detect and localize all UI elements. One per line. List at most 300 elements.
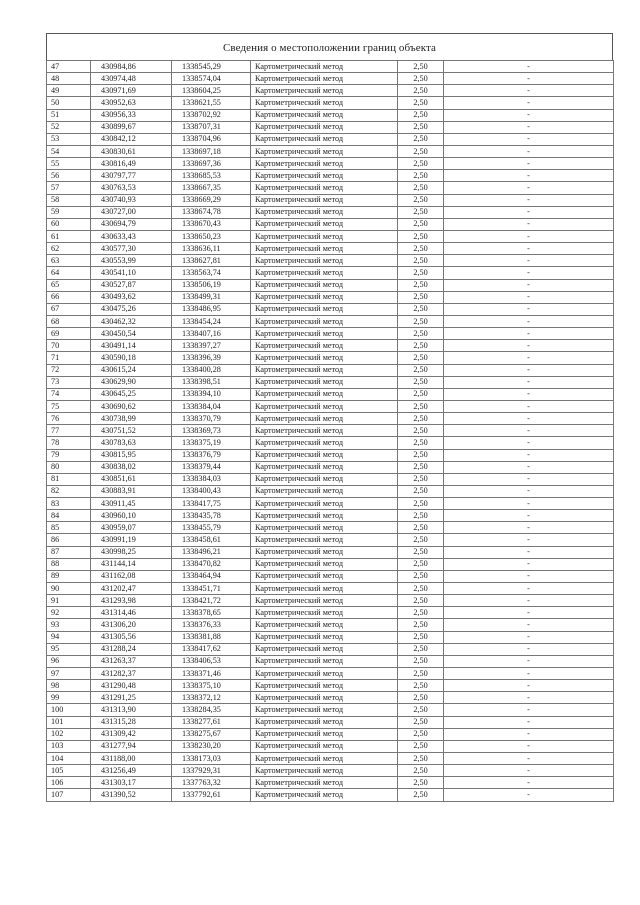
note-cell: - (444, 619, 614, 631)
point-number-cell: 99 (47, 692, 91, 704)
precision-cell: 2,50 (398, 340, 444, 352)
note-cell: - (444, 583, 614, 595)
precision-cell: 2,50 (398, 546, 444, 558)
point-number-cell: 84 (47, 510, 91, 522)
coord-x-cell: 431256,49 (91, 765, 172, 777)
method-cell: Картометрический метод (251, 510, 398, 522)
point-number-cell: 85 (47, 522, 91, 534)
note-cell: - (444, 303, 614, 315)
precision-cell: 2,50 (398, 364, 444, 376)
precision-cell: 2,50 (398, 328, 444, 340)
point-number-cell: 72 (47, 364, 91, 376)
method-cell: Картометрический метод (251, 364, 398, 376)
coord-x-cell: 431263,37 (91, 655, 172, 667)
precision-cell: 2,50 (398, 73, 444, 85)
coord-x-cell: 430830,61 (91, 145, 172, 157)
precision-cell: 2,50 (398, 668, 444, 680)
method-cell: Картометрический метод (251, 133, 398, 145)
note-cell: - (444, 206, 614, 218)
coord-x-cell: 431202,47 (91, 583, 172, 595)
point-number-cell: 74 (47, 388, 91, 400)
table-row (47, 534, 614, 546)
coord-x-cell: 430960,10 (91, 510, 172, 522)
note-cell: - (444, 449, 614, 461)
coord-y-cell: 1338396,39 (172, 352, 251, 364)
precision-cell: 2,50 (398, 716, 444, 728)
table-row (47, 218, 614, 230)
table-row (47, 692, 614, 704)
coord-x-cell: 431293,98 (91, 595, 172, 607)
precision-cell: 2,50 (398, 194, 444, 206)
method-cell: Картометрический метод (251, 230, 398, 242)
method-cell: Картометрический метод (251, 498, 398, 510)
precision-cell: 2,50 (398, 558, 444, 570)
precision-cell: 2,50 (398, 607, 444, 619)
precision-cell: 2,50 (398, 267, 444, 279)
coord-y-cell: 1338685,53 (172, 170, 251, 182)
method-cell: Картометрический метод (251, 267, 398, 279)
coord-x-cell: 430462,32 (91, 315, 172, 327)
coord-y-cell: 1338670,43 (172, 218, 251, 230)
coord-x-cell: 430633,43 (91, 230, 172, 242)
precision-cell: 2,50 (398, 413, 444, 425)
precision-cell: 2,50 (398, 230, 444, 242)
coord-y-cell: 1338230,20 (172, 740, 251, 752)
point-number-cell: 102 (47, 728, 91, 740)
point-number-cell: 90 (47, 583, 91, 595)
method-cell: Картометрический метод (251, 218, 398, 230)
note-cell: - (444, 194, 614, 206)
table-row (47, 243, 614, 255)
coord-x-cell: 430842,12 (91, 133, 172, 145)
precision-cell: 2,50 (398, 485, 444, 497)
coord-y-cell: 1338381,88 (172, 631, 251, 643)
note-cell: - (444, 121, 614, 133)
coord-y-cell: 1338545,29 (172, 61, 251, 73)
method-cell: Картометрический метод (251, 522, 398, 534)
precision-cell: 2,50 (398, 631, 444, 643)
coord-x-cell: 430998,25 (91, 546, 172, 558)
coord-x-cell: 430763,53 (91, 182, 172, 194)
table-row (47, 631, 614, 643)
precision-cell: 2,50 (398, 498, 444, 510)
note-cell: - (444, 315, 614, 327)
precision-cell: 2,50 (398, 473, 444, 485)
note-cell: - (444, 692, 614, 704)
precision-cell: 2,50 (398, 753, 444, 765)
table-row (47, 267, 614, 279)
coord-y-cell: 1338697,36 (172, 158, 251, 170)
coord-y-cell: 1338384,04 (172, 400, 251, 412)
note-cell: - (444, 97, 614, 109)
method-cell: Картометрический метод (251, 607, 398, 619)
table-row (47, 570, 614, 582)
coord-y-cell: 1338384,03 (172, 473, 251, 485)
coord-x-cell: 431291,25 (91, 692, 172, 704)
point-number-cell: 92 (47, 607, 91, 619)
note-cell: - (444, 607, 614, 619)
precision-cell: 2,50 (398, 692, 444, 704)
coord-x-cell: 431162,08 (91, 570, 172, 582)
point-number-cell: 64 (47, 267, 91, 279)
coord-y-cell: 1337929,31 (172, 765, 251, 777)
coord-x-cell: 430984,86 (91, 61, 172, 73)
method-cell: Картометрический метод (251, 425, 398, 437)
method-cell: Картометрический метод (251, 595, 398, 607)
coord-x-cell: 430527,87 (91, 279, 172, 291)
note-cell: - (444, 716, 614, 728)
coord-x-cell: 430694,79 (91, 218, 172, 230)
method-cell: Картометрический метод (251, 643, 398, 655)
coord-x-cell: 430590,18 (91, 352, 172, 364)
method-cell: Картометрический метод (251, 692, 398, 704)
method-cell: Картометрический метод (251, 789, 398, 801)
precision-cell: 2,50 (398, 206, 444, 218)
table-row (47, 376, 614, 388)
coord-y-cell: 1338621,55 (172, 97, 251, 109)
precision-cell: 2,50 (398, 255, 444, 267)
coord-y-cell: 1338376,79 (172, 449, 251, 461)
note-cell: - (444, 400, 614, 412)
coord-x-cell: 430475,26 (91, 303, 172, 315)
table-row (47, 777, 614, 789)
coord-y-cell: 1338454,24 (172, 315, 251, 327)
point-number-cell: 53 (47, 133, 91, 145)
coord-y-cell: 1338669,29 (172, 194, 251, 206)
method-cell: Картометрический метод (251, 668, 398, 680)
point-number-cell: 106 (47, 777, 91, 789)
precision-cell: 2,50 (398, 315, 444, 327)
coord-y-cell: 1337763,32 (172, 777, 251, 789)
method-cell: Картометрический метод (251, 206, 398, 218)
note-cell: - (444, 765, 614, 777)
coord-y-cell: 1338499,31 (172, 291, 251, 303)
table-row (47, 546, 614, 558)
precision-cell: 2,50 (398, 61, 444, 73)
precision-cell: 2,50 (398, 133, 444, 145)
note-cell: - (444, 425, 614, 437)
method-cell: Картометрический метод (251, 583, 398, 595)
method-cell: Картометрический метод (251, 109, 398, 121)
precision-cell: 2,50 (398, 619, 444, 631)
method-cell: Картометрический метод (251, 243, 398, 255)
coord-x-cell: 430727,00 (91, 206, 172, 218)
precision-cell: 2,50 (398, 97, 444, 109)
point-number-cell: 76 (47, 413, 91, 425)
table-row (47, 510, 614, 522)
precision-cell: 2,50 (398, 243, 444, 255)
method-cell: Картометрический метод (251, 182, 398, 194)
point-number-cell: 62 (47, 243, 91, 255)
coord-y-cell: 1338667,35 (172, 182, 251, 194)
precision-cell: 2,50 (398, 777, 444, 789)
precision-cell: 2,50 (398, 570, 444, 582)
precision-cell: 2,50 (398, 425, 444, 437)
note-cell: - (444, 267, 614, 279)
coord-x-cell: 430690,62 (91, 400, 172, 412)
note-cell: - (444, 218, 614, 230)
coord-y-cell: 1338455,79 (172, 522, 251, 534)
precision-cell: 2,50 (398, 461, 444, 473)
precision-cell: 2,50 (398, 218, 444, 230)
precision-cell: 2,50 (398, 449, 444, 461)
table-row (47, 449, 614, 461)
coord-y-cell: 1338496,21 (172, 546, 251, 558)
point-number-cell: 79 (47, 449, 91, 461)
coord-y-cell: 1338407,16 (172, 328, 251, 340)
precision-cell: 2,50 (398, 376, 444, 388)
point-number-cell: 77 (47, 425, 91, 437)
point-number-cell: 70 (47, 340, 91, 352)
coord-y-cell: 1338370,79 (172, 413, 251, 425)
table-row (47, 740, 614, 752)
method-cell: Картометрический метод (251, 558, 398, 570)
precision-cell: 2,50 (398, 170, 444, 182)
coord-x-cell: 430740,93 (91, 194, 172, 206)
coord-y-cell: 1338376,33 (172, 619, 251, 631)
coord-x-cell: 430450,54 (91, 328, 172, 340)
point-number-cell: 98 (47, 680, 91, 692)
point-number-cell: 51 (47, 109, 91, 121)
table-row (47, 352, 614, 364)
coordinates-table-body (47, 61, 614, 802)
table-row (47, 558, 614, 570)
note-cell: - (444, 728, 614, 740)
table-row (47, 473, 614, 485)
coord-y-cell: 1338604,25 (172, 85, 251, 97)
coord-y-cell: 1338173,03 (172, 753, 251, 765)
table-row (47, 607, 614, 619)
table-row (47, 388, 614, 400)
note-cell: - (444, 255, 614, 267)
precision-cell: 2,50 (398, 303, 444, 315)
method-cell: Картометрический метод (251, 631, 398, 643)
point-number-cell: 82 (47, 485, 91, 497)
point-number-cell: 58 (47, 194, 91, 206)
table-row (47, 680, 614, 692)
coord-y-cell: 1338375,10 (172, 680, 251, 692)
precision-cell: 2,50 (398, 765, 444, 777)
coord-y-cell: 1338486,95 (172, 303, 251, 315)
point-number-cell: 73 (47, 376, 91, 388)
method-cell: Картометрический метод (251, 85, 398, 97)
note-cell: - (444, 413, 614, 425)
coord-x-cell: 430816,49 (91, 158, 172, 170)
method-cell: Картометрический метод (251, 534, 398, 546)
table-row (47, 400, 614, 412)
point-number-cell: 88 (47, 558, 91, 570)
method-cell: Картометрический метод (251, 376, 398, 388)
coord-y-cell: 1338627,81 (172, 255, 251, 267)
precision-cell: 2,50 (398, 728, 444, 740)
note-cell: - (444, 145, 614, 157)
table-row (47, 158, 614, 170)
method-cell: Картометрический метод (251, 73, 398, 85)
precision-cell: 2,50 (398, 182, 444, 194)
coord-x-cell: 430899,67 (91, 121, 172, 133)
table-row (47, 425, 614, 437)
table-row (47, 364, 614, 376)
table-row (47, 619, 614, 631)
note-cell: - (444, 158, 614, 170)
table-row (47, 291, 614, 303)
coord-x-cell: 431390,52 (91, 789, 172, 801)
table-row (47, 85, 614, 97)
table-row (47, 583, 614, 595)
coord-y-cell: 1338421,72 (172, 595, 251, 607)
coord-y-cell: 1338379,44 (172, 461, 251, 473)
point-number-cell: 94 (47, 631, 91, 643)
coord-x-cell: 431188,00 (91, 753, 172, 765)
point-number-cell: 57 (47, 182, 91, 194)
table-row (47, 61, 614, 73)
table-row (47, 145, 614, 157)
coord-x-cell: 430952,63 (91, 97, 172, 109)
table-row (47, 328, 614, 340)
point-number-cell: 54 (47, 145, 91, 157)
point-number-cell: 52 (47, 121, 91, 133)
precision-cell: 2,50 (398, 583, 444, 595)
table-row (47, 109, 614, 121)
note-cell: - (444, 753, 614, 765)
coord-y-cell: 1338674,78 (172, 206, 251, 218)
coord-y-cell: 1338563,74 (172, 267, 251, 279)
point-number-cell: 50 (47, 97, 91, 109)
coord-y-cell: 1338375,19 (172, 437, 251, 449)
coord-y-cell: 1338378,65 (172, 607, 251, 619)
table-row (47, 303, 614, 315)
coord-x-cell: 430911,45 (91, 498, 172, 510)
note-cell: - (444, 510, 614, 522)
note-cell: - (444, 437, 614, 449)
table-row (47, 728, 614, 740)
coord-x-cell: 430883,91 (91, 485, 172, 497)
precision-cell: 2,50 (398, 437, 444, 449)
coord-y-cell: 1338435,78 (172, 510, 251, 522)
coord-x-cell: 431303,17 (91, 777, 172, 789)
table-row (47, 133, 614, 145)
point-number-cell: 95 (47, 643, 91, 655)
method-cell: Картометрический метод (251, 473, 398, 485)
method-cell: Картометрический метод (251, 61, 398, 73)
method-cell: Картометрический метод (251, 655, 398, 667)
table-row (47, 315, 614, 327)
coord-y-cell: 1338506,19 (172, 279, 251, 291)
point-number-cell: 78 (47, 437, 91, 449)
table-row (47, 97, 614, 109)
method-cell: Картометрический метод (251, 740, 398, 752)
precision-cell: 2,50 (398, 643, 444, 655)
point-number-cell: 104 (47, 753, 91, 765)
table-row (47, 716, 614, 728)
point-number-cell: 89 (47, 570, 91, 582)
note-cell: - (444, 643, 614, 655)
note-cell: - (444, 498, 614, 510)
point-number-cell: 105 (47, 765, 91, 777)
table-row (47, 789, 614, 801)
note-cell: - (444, 485, 614, 497)
point-number-cell: 67 (47, 303, 91, 315)
point-number-cell: 56 (47, 170, 91, 182)
coord-x-cell: 430815,95 (91, 449, 172, 461)
coord-x-cell: 430629,90 (91, 376, 172, 388)
method-cell: Картометрический метод (251, 485, 398, 497)
precision-cell: 2,50 (398, 510, 444, 522)
coord-x-cell: 430577,30 (91, 243, 172, 255)
point-number-cell: 83 (47, 498, 91, 510)
coord-y-cell: 1338400,43 (172, 485, 251, 497)
precision-cell: 2,50 (398, 145, 444, 157)
method-cell: Картометрический метод (251, 765, 398, 777)
method-cell: Картометрический метод (251, 728, 398, 740)
method-cell: Картометрический метод (251, 279, 398, 291)
point-number-cell: 48 (47, 73, 91, 85)
coord-x-cell: 430645,25 (91, 388, 172, 400)
coord-y-cell: 1338398,51 (172, 376, 251, 388)
coord-y-cell: 1338707,31 (172, 121, 251, 133)
point-number-cell: 103 (47, 740, 91, 752)
coord-x-cell: 430851,61 (91, 473, 172, 485)
precision-cell: 2,50 (398, 522, 444, 534)
coord-x-cell: 431144,14 (91, 558, 172, 570)
point-number-cell: 66 (47, 291, 91, 303)
method-cell: Картометрический метод (251, 97, 398, 109)
method-cell: Картометрический метод (251, 145, 398, 157)
note-cell: - (444, 230, 614, 242)
table-row (47, 413, 614, 425)
coord-y-cell: 1338394,10 (172, 388, 251, 400)
table-title-text: Сведения о местоположении границ объекта (222, 41, 437, 54)
method-cell: Картометрический метод (251, 437, 398, 449)
note-cell: - (444, 340, 614, 352)
coord-x-cell: 431306,20 (91, 619, 172, 631)
note-cell: - (444, 182, 614, 194)
point-number-cell: 47 (47, 61, 91, 73)
coord-x-cell: 430959,07 (91, 522, 172, 534)
note-cell: - (444, 170, 614, 182)
note-cell: - (444, 133, 614, 145)
method-cell: Картометрический метод (251, 340, 398, 352)
coord-y-cell: 1338417,62 (172, 643, 251, 655)
method-cell: Картометрический метод (251, 413, 398, 425)
coord-y-cell: 1338636,11 (172, 243, 251, 255)
point-number-cell: 75 (47, 400, 91, 412)
coord-x-cell: 430971,69 (91, 85, 172, 97)
note-cell: - (444, 364, 614, 376)
coord-x-cell: 430838,02 (91, 461, 172, 473)
point-number-cell: 60 (47, 218, 91, 230)
table-row (47, 498, 614, 510)
table-row (47, 194, 614, 206)
precision-cell: 2,50 (398, 291, 444, 303)
table-row (47, 73, 614, 85)
note-cell: - (444, 546, 614, 558)
coord-x-cell: 431315,28 (91, 716, 172, 728)
point-number-cell: 101 (47, 716, 91, 728)
note-cell: - (444, 461, 614, 473)
coord-y-cell: 1338650,23 (172, 230, 251, 242)
note-cell: - (444, 376, 614, 388)
precision-cell: 2,50 (398, 158, 444, 170)
table-row (47, 206, 614, 218)
method-cell: Картометрический метод (251, 461, 398, 473)
coord-x-cell: 430991,19 (91, 534, 172, 546)
table-row (47, 753, 614, 765)
precision-cell: 2,50 (398, 352, 444, 364)
point-number-cell: 107 (47, 789, 91, 801)
coord-y-cell: 1338369,73 (172, 425, 251, 437)
coord-x-cell: 430541,10 (91, 267, 172, 279)
